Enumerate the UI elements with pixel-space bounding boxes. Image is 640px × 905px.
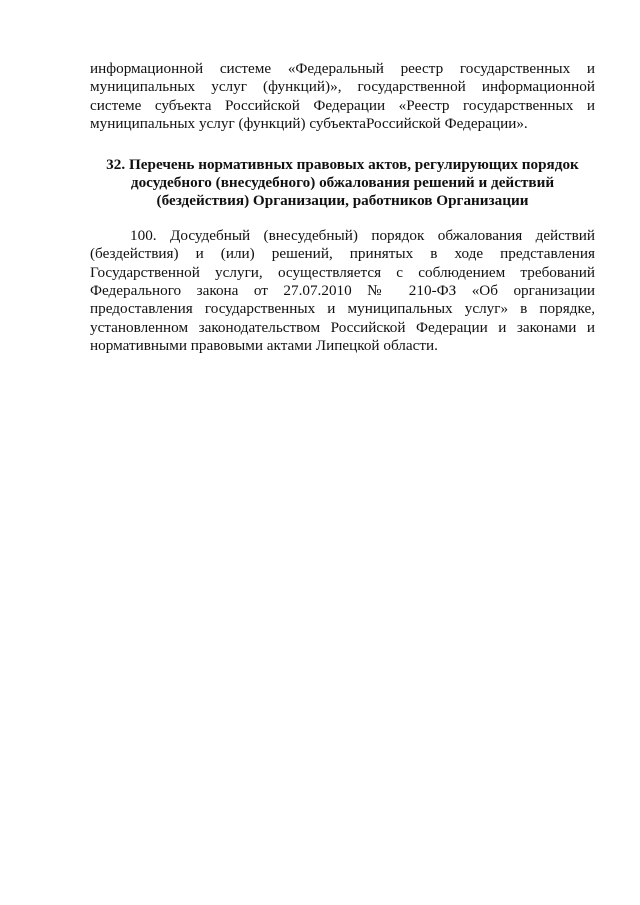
text-line: 100. Досудебный (внесудебный) порядок обжалования действий [130, 226, 595, 244]
text-line: (бездействия) и (или) решений, принятых в ходе представления [90, 245, 595, 263]
text-line: информационной системе «Федеральный реестр государственных и [90, 60, 595, 77]
text-line: системе субъекта Российской Федерации «Реестр государственных и [90, 96, 595, 114]
text-line: установленном законодательством Российской Федерации и законами и [90, 318, 595, 336]
text-line: Государственной услуги, осуществляется с соблюдением требований [90, 263, 595, 281]
text-line: муниципальных услуг (функций)», государственной информационной [90, 78, 595, 96]
document-body [90, 60, 595, 356]
heading-line: 32. Перечень нормативных правовых актов, регулирующих порядок [106, 155, 579, 173]
text-line: предоставления государственных и муниципальных услуг» в порядке, [90, 300, 595, 318]
section-heading-32 [90, 156, 595, 211]
heading-line: (бездействия) Организации, работников Организации [156, 192, 529, 210]
text-line: муниципальных услуг (функций) субъектаРоссийской Федерации». [90, 115, 528, 133]
text-line: Федерального закона от 27.07.2010 № 210-ФЗ «Об организации [90, 282, 595, 300]
paragraph-100-appeal-procedure [90, 227, 595, 356]
text-line: нормативными правовыми актами Липецкой области. [90, 337, 438, 355]
paragraph-registry-info [90, 60, 595, 134]
heading-line: досудебного (внесудебного) обжалования решений и действий [130, 174, 555, 192]
